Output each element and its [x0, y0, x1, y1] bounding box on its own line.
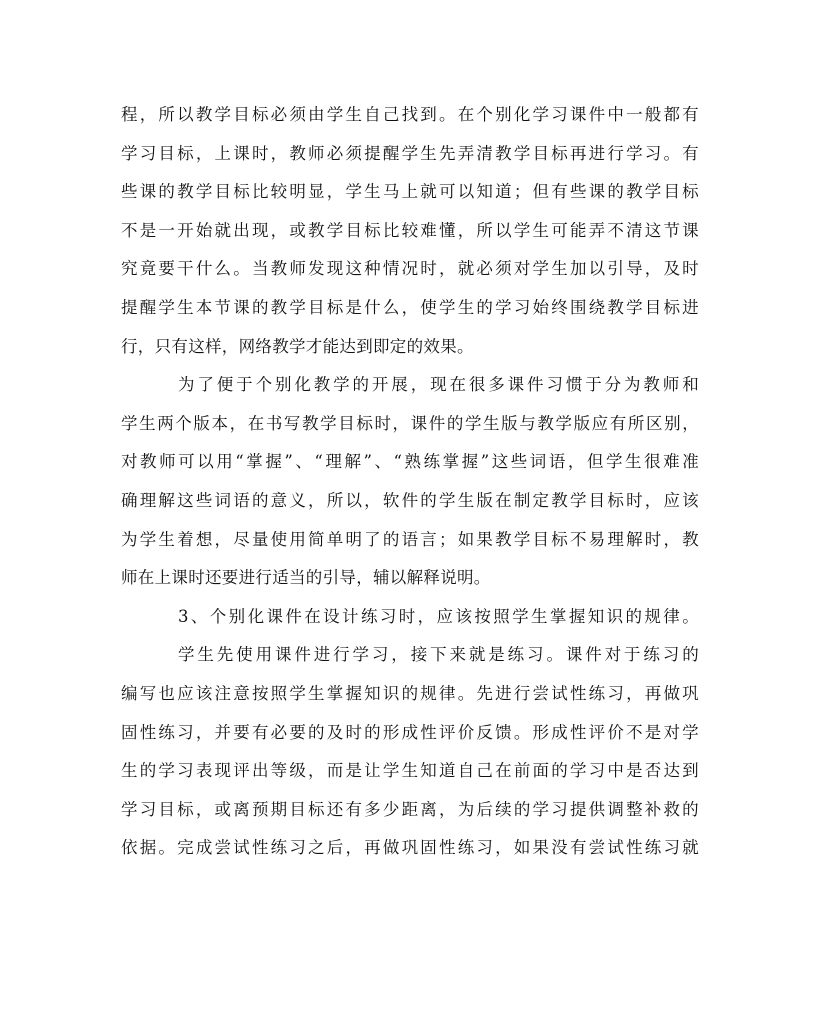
text-line: 固性练习，并要有必要的及时的形成性评价反馈。形成性评价不是对学 — [121, 722, 699, 742]
text-line: 学习目标，上课时，教师必须提醒学生先弄清教学目标再进行学习。有 — [121, 143, 699, 163]
text-line: 确理解这些词语的意义，所以，软件的学生版在制定教学目标时，应该 — [121, 490, 699, 510]
text-line: 学生两个版本，在书写教学目标时，课件的学生版与教学版应有所区别， — [121, 413, 699, 433]
text-line: 些课的教学目标比较明显，学生马上就可以知道；但有些课的教学目标 — [121, 182, 699, 202]
text-line: 编写也应该注意按照学生掌握知识的规律。先进行尝试性练习，再做巩 — [121, 683, 699, 703]
text-line: 学习目标，或离预期目标还有多少距离，为后续的学习提供调整补救的 — [121, 799, 699, 819]
section-heading: 3、个别化课件在设计练习时，应该按照学生掌握知识的规律。 — [178, 606, 699, 626]
text-line: 生的学习表现评出等级，而是让学生知道自己在前面的学习中是否达到 — [121, 761, 699, 781]
text-line: 为了便于个别化教学的开展，现在很多课件习惯于分为教师和 — [178, 375, 699, 395]
text-line: 不是一开始就出现，或教学目标比较难懂，所以学生可能弄不清这节课 — [121, 220, 699, 240]
text-line: 师在上课时还要进行适当的引导，辅以解释说明。 — [121, 568, 491, 588]
text-line: 依据。完成尝试性练习之后，再做巩固性练习，如果没有尝试性练习就 — [121, 838, 699, 858]
text-line: 程，所以教学目标必须由学生自己找到。在个别化学习课件中一般都有 — [121, 105, 699, 124]
text-line: 行，只有这样，网络教学才能达到即定的效果。 — [121, 336, 474, 356]
text-line: 提醒学生本节课的教学目标是什么，使学生的学习始终围绕教学目标进 — [121, 297, 699, 317]
text-line: 学生先使用课件进行学习，接下来就是练习。课件对于练习的 — [178, 645, 699, 665]
text-line: 对教师可以用“掌握”、“理解”、“熟练掌握”这些词语，但学生很难准 — [121, 452, 699, 472]
text-line: 为学生着想，尽量使用简单明了的语言；如果教学目标不易理解时，教 — [121, 529, 699, 549]
body-text — [121, 96, 699, 868]
text-line: 究竟要干什么。当教师发现这种情况时，就必须对学生加以引导，及时 — [121, 259, 699, 279]
